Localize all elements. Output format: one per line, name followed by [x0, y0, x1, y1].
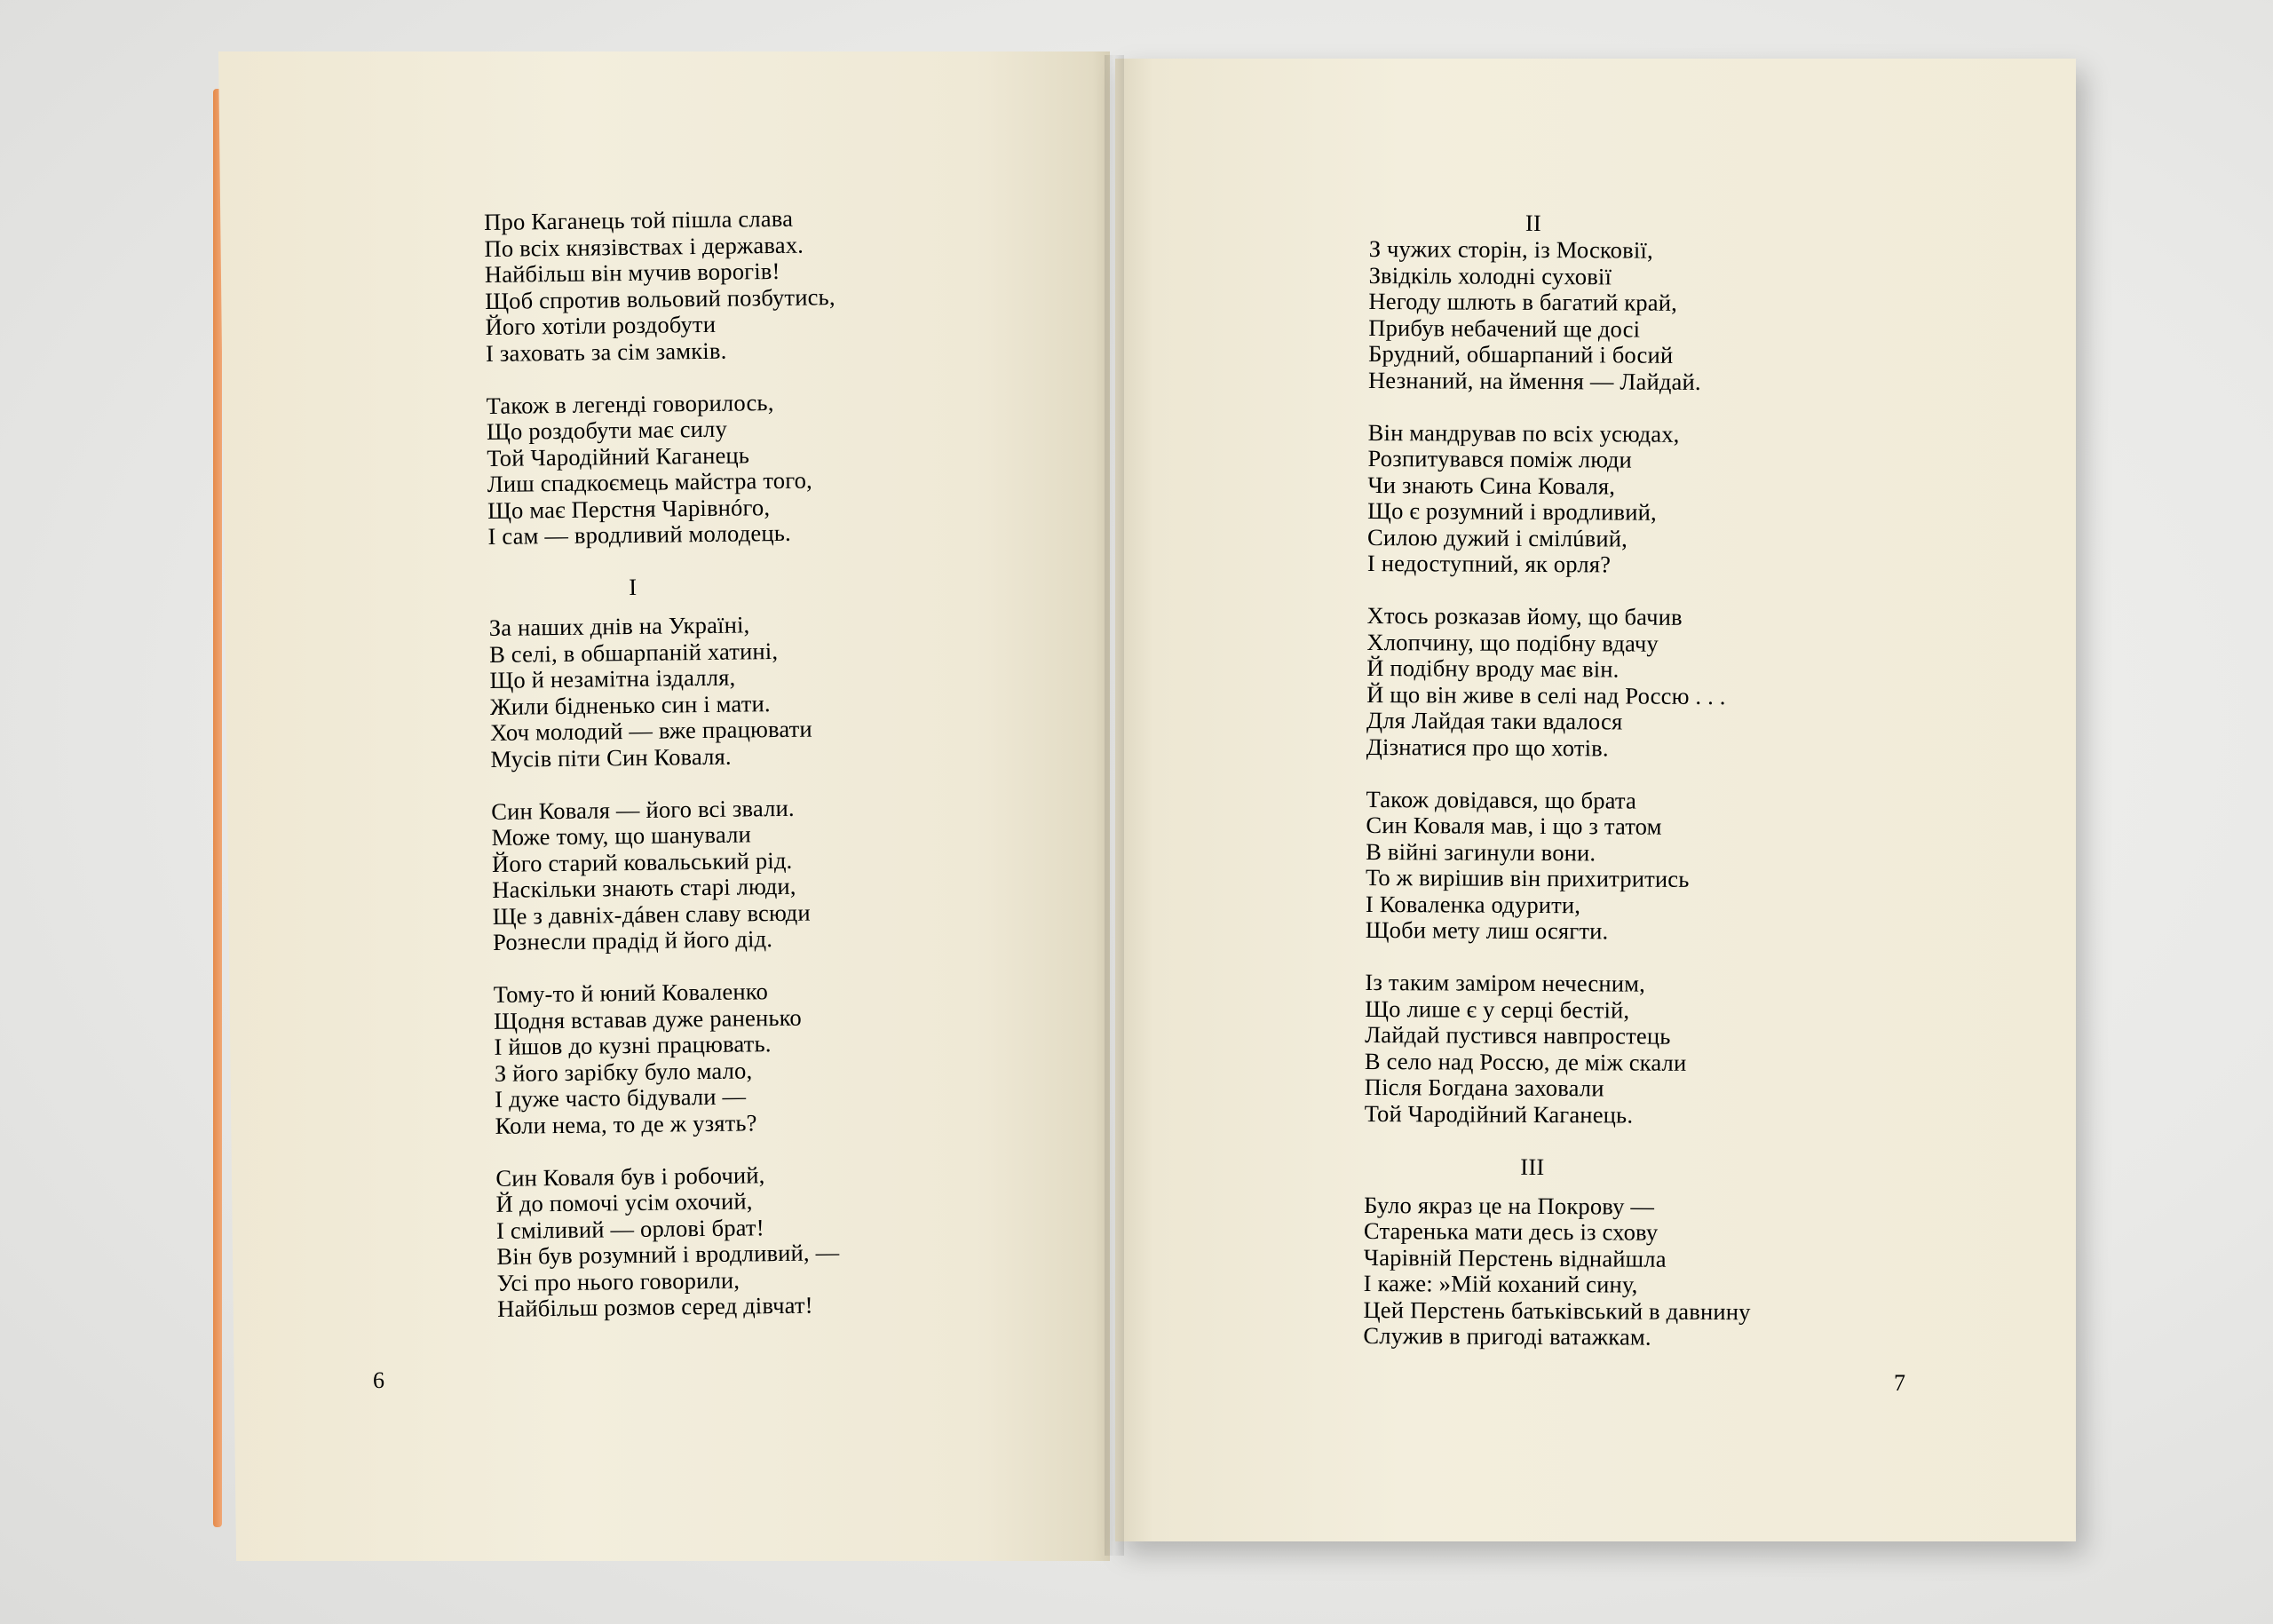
book-gutter	[1105, 55, 1124, 1556]
poem-line: Дізнатися про що хотів.	[1366, 733, 1609, 761]
poem-line: І сміливий — орлові брат!	[495, 1213, 764, 1244]
poem-stanza	[1365, 970, 1753, 1129]
poem-line: Може тому, що шанували	[491, 820, 752, 851]
poem-line: Мусів піти Син Коваля.	[490, 742, 732, 772]
poem-line: Звідкіль холодні суховії	[1368, 261, 1612, 289]
poem-line: Хлопчину, що подібну вдачу	[1366, 628, 1659, 657]
poem-line: Також в легенді говорилось,	[486, 388, 774, 419]
poem-line: Щоби мету лиш осягти.	[1365, 915, 1609, 945]
left-page-poem-text	[484, 205, 848, 1349]
poem-line: Коли нема, то де ж узять?	[495, 1108, 757, 1139]
poem-line: І каже: »Мій коханий сину,	[1363, 1269, 1638, 1298]
poem-line: Той Чародійний Каганець	[487, 440, 750, 471]
poem-line: Усі про нього говорили,	[496, 1266, 741, 1296]
poem-stanza	[1366, 603, 1754, 762]
poem-line: Чарівній Перстень віднайшла	[1363, 1243, 1667, 1272]
section-heading: II	[1525, 209, 1542, 237]
poem-line: І Коваленка одурити,	[1365, 890, 1581, 918]
poem-line: І йшов до кузні працювать.	[494, 1030, 772, 1060]
right-page-number: 7	[1894, 1370, 1905, 1396]
poem-line: Щоб спротив вольовий позбутись,	[485, 282, 836, 314]
poem-line: Що й незамітна іздалля,	[489, 663, 736, 693]
poem-line: Хтось розказав йому, що бачив	[1366, 601, 1683, 630]
poem-line: Силою дужий і смілúвий,	[1366, 523, 1628, 552]
poem-line: Для Лайдая таки вдалося	[1366, 706, 1623, 735]
poem-line: Лайдай пустився навпростець	[1365, 1020, 1671, 1050]
poem-line: За наших днів на Україні,	[488, 611, 750, 641]
poem-line: Незнаний, на ймення — Лайдай.	[1367, 366, 1701, 395]
poem-line: Що є розумний і вродливий,	[1367, 496, 1657, 526]
poem-line: Син Коваля — його всі звали.	[491, 794, 795, 825]
poem-line: Цей Перстень батьківський в давнину	[1363, 1295, 1751, 1325]
poem-line: Лиш спадкоємець майстра того,	[487, 466, 813, 497]
poem-line: Тому-то й юний Коваленко	[493, 978, 769, 1008]
poem-line: Розпитувався поміж люди	[1367, 444, 1633, 473]
section-heading: III	[1520, 1153, 1545, 1180]
poem-line: В війні загинули вони.	[1366, 837, 1596, 866]
poem-stanza	[1363, 1192, 1751, 1351]
poem-line: Негоду шлють в багатий край,	[1368, 287, 1678, 316]
poem-line: Служив в пригоді ватажкам.	[1363, 1321, 1651, 1351]
poem-line: Брудний, обшарпаний і босий	[1368, 339, 1674, 368]
poem-line: Його хотіли роздобути	[485, 310, 717, 340]
poem-stanza	[487, 389, 839, 551]
poem-line: В селі, в обшарпаній хатині,	[488, 637, 779, 668]
poem-line: Що лише є у серці бестій,	[1365, 994, 1630, 1024]
poem-line: З чужих сторін, із Московії,	[1368, 234, 1653, 264]
poem-stanza	[491, 795, 843, 956]
left-page-number: 6	[373, 1367, 384, 1393]
poem-line: Що має Перстня Чарівнóго,	[487, 493, 771, 524]
right-page-poem-text	[1363, 210, 1756, 1377]
poem-line: Щодня вставав дуже раненько	[493, 1003, 803, 1034]
poem-stanza	[1366, 786, 1754, 945]
poem-line: Син Коваля мав, і що з татом	[1366, 811, 1662, 840]
poem-line: Його старий ковальський рід.	[491, 846, 793, 877]
section-heading: І	[629, 573, 638, 601]
poem-line: З його зарібку було мало,	[494, 1056, 753, 1087]
poem-stanza	[495, 1161, 848, 1323]
poem-stanza	[484, 205, 836, 367]
poem-line: І недоступний, як орля?	[1366, 549, 1612, 578]
poem-line: Жили бідненько син і мати.	[489, 689, 771, 720]
poem-line: Той Чародійний Каганець.	[1364, 1099, 1634, 1129]
poem-line: Й що він живе в селі над Россю . . .	[1366, 680, 1726, 709]
poem-stanza	[1368, 236, 1756, 395]
poem-line: Що роздобути має силу	[486, 415, 728, 445]
poem-line: І сам — вродливий молодець.	[487, 519, 792, 550]
poem-line: Й до помочі усім охочий,	[495, 1187, 753, 1217]
poem-line: Також довідався, що брата	[1366, 785, 1637, 814]
poem-line: І заховать за сім замків.	[485, 337, 727, 367]
poem-line: Старенька мати десь із схову	[1363, 1216, 1659, 1246]
poem-line: Син Коваля був і робочий,	[495, 1161, 765, 1192]
poem-line: Чи знають Сина Коваля,	[1367, 471, 1616, 499]
orange-cover-edge	[213, 89, 222, 1527]
poem-line: Найбільш розмов серед дівчат!	[496, 1291, 813, 1322]
poem-stanza	[489, 611, 842, 772]
poem-line: Ще з давніх-дáвен славу всюди	[492, 899, 811, 930]
poem-stanza	[1367, 419, 1755, 578]
poem-line: Із таким заміром нечесним,	[1365, 968, 1646, 997]
poem-line: Хоч молодий — вже працювати	[490, 715, 812, 746]
poem-line: Він мандрував по всіх усюдах,	[1367, 418, 1680, 448]
poem-line: Було якраз це на Покрову —	[1364, 1191, 1655, 1220]
poem-line: То ж вирішив він прихитритись	[1365, 863, 1690, 892]
poem-line: Й подібну вроду має він.	[1366, 654, 1620, 683]
poem-line: Він був розумний і вродливий, —	[496, 1239, 840, 1270]
poem-line: По всіх князівствах і державах.	[484, 231, 804, 262]
poem-line: Після Богдана заховали	[1364, 1073, 1604, 1102]
poem-line: Прибув небачений ще досі	[1368, 313, 1641, 343]
poem-line: Наскільки знають старі люди,	[492, 872, 796, 903]
poem-stanza	[494, 978, 846, 1139]
poem-line: Рознесли прадід й його дід.	[492, 925, 773, 955]
poem-line: І дуже часто бідували —	[495, 1082, 747, 1113]
poem-line: Найбільш він мучив ворогів!	[484, 257, 780, 288]
poem-line: В село над Россю, де між скали	[1364, 1047, 1687, 1076]
poem-line: Про Каганець той пішла слава	[483, 204, 794, 235]
